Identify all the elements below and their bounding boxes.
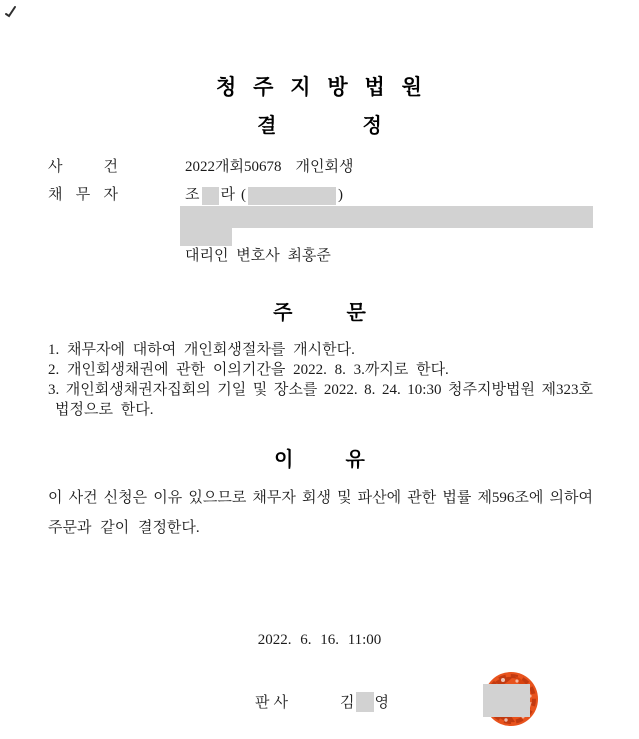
debtor-name-last: 라 bbox=[220, 187, 235, 203]
judge-label: 판사 bbox=[255, 695, 292, 711]
order-item-1: 1. 채무자에 대하여 개인회생절차를 개시한다. bbox=[48, 342, 355, 358]
case-label-char: 사 bbox=[48, 159, 63, 175]
address-redaction-box-primary bbox=[180, 206, 593, 228]
order-heading-right: 문 bbox=[346, 302, 366, 324]
reason-heading-right: 유 bbox=[345, 449, 365, 471]
pen-mark-icon bbox=[4, 5, 18, 19]
debtor-id-redaction-box bbox=[248, 187, 336, 205]
case-type: 개인회생 bbox=[295, 159, 354, 175]
order-list bbox=[48, 340, 593, 420]
decision-datetime: 2022. 6. 16. 11:00 bbox=[257, 632, 382, 648]
case-number: 2022개회50678 bbox=[185, 159, 282, 175]
court-title: 청 주 지 방 법 원 bbox=[216, 76, 423, 99]
address-redaction-box-secondary bbox=[180, 228, 232, 246]
case-label bbox=[48, 157, 118, 177]
debtor-label-char: 채 bbox=[48, 187, 63, 203]
debtor-label-char: 자 bbox=[103, 187, 118, 203]
case-label-char: 건 bbox=[103, 159, 118, 175]
reason-heading-left: 이 bbox=[274, 449, 294, 471]
judge-name bbox=[340, 691, 389, 712]
decision-heading-left: 결 bbox=[257, 115, 277, 137]
judge-name-first: 김 bbox=[340, 695, 355, 711]
reason-line-1: 이 사건 신청은 이유 있으므로 채무자 회생 및 파산에 관한 법률 제596조에 의하여 bbox=[48, 490, 593, 506]
judge-name-last: 영 bbox=[374, 695, 389, 711]
order-heading bbox=[0, 296, 639, 325]
debtor-name-line bbox=[185, 185, 343, 205]
decision-heading bbox=[0, 109, 639, 138]
order-item-3: 3. 개인회생채권자집회의 기일 및 장소를 2022. 8. 24. 10:30 청주지방법원 제323호 bbox=[48, 382, 593, 398]
order-item-2: 2. 개인회생채권에 관한 이의기간을 2022. 8. 3.까지로 한다. bbox=[48, 362, 449, 378]
reason-paragraph bbox=[48, 483, 593, 543]
case-value bbox=[185, 157, 353, 177]
judge-name-redaction-box bbox=[356, 692, 374, 712]
reason-line-2: 주문과 같이 결정한다. bbox=[48, 520, 200, 536]
debtor-paren-open: ( bbox=[241, 187, 246, 203]
debtor-name-redaction-box bbox=[202, 187, 219, 205]
debtor-paren-close: ) bbox=[338, 187, 343, 203]
debtor-label-char: 무 bbox=[75, 187, 91, 203]
attorney-line: 대리인 변호사 최홍준 bbox=[185, 248, 331, 264]
order-heading-left: 주 bbox=[273, 302, 293, 324]
decision-heading-right: 정 bbox=[362, 115, 382, 137]
debtor-label bbox=[48, 185, 118, 205]
order-item-3-wrap: 법정으로 한다. bbox=[55, 402, 154, 418]
reason-heading bbox=[0, 443, 639, 472]
stamp-redaction-box bbox=[483, 684, 530, 717]
debtor-name-first: 조 bbox=[185, 187, 200, 203]
